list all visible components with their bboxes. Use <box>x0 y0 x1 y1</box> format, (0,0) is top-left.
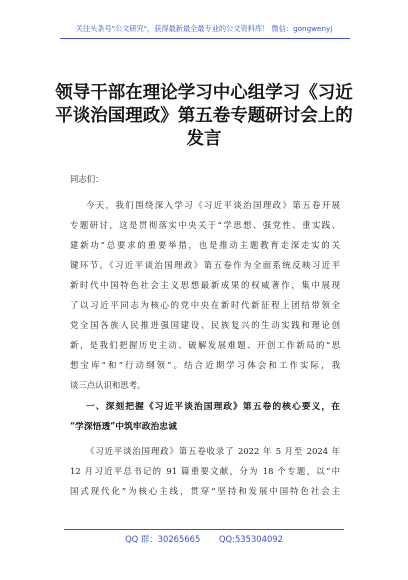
paragraph-line: 新时代中国特色社会主义思想最新成果的权威著作，集中展现 <box>70 280 340 290</box>
heading-line: “学深悟透”中筑牢政治忠诚 <box>70 422 177 432</box>
document-title <box>52 82 356 151</box>
paragraph-line: 《习近平谈治国理政》第五卷收录了 2022 年 5 月至 2024 年 <box>86 446 340 456</box>
title-line: 领导干部在理论学习中心组学习《习近 <box>55 83 353 103</box>
header-banner: 关注头条号"公文研究"，获得最新最全最专业的公文资料库！ 微信：gongwenyj <box>75 24 333 33</box>
heading-line: 一、深刻把握《习近平谈治国理政》第五卷的核心要义，在 <box>86 402 340 412</box>
footer-contact <box>0 533 408 545</box>
paragraph-line: 新，是我们把握历史主动、破解发展难题、开创工作新局的“思 <box>70 340 340 350</box>
paragraph-line: 谈三点认识和思考。 <box>70 380 146 390</box>
paragraph-line: 12 月习近平总书记的 91 篇重要文献，分为 18 个专题，以“中 <box>70 466 340 476</box>
title-line: 发言 <box>186 129 222 149</box>
paragraph-line: 专题研讨，这是贯彻落实中央关于“学思想、强党性、重实践、 <box>70 220 340 230</box>
salutation: 同志们： <box>70 174 104 184</box>
paragraph-line: 想宝库”和“行动纲领”。结合近期学习体会和工作实际，我 <box>70 360 340 370</box>
footer-qq-group: QQ 群：30265665 <box>125 534 201 544</box>
paragraph-line: 党全国各族人民推进强国建设、民族复兴的生动实践和理论创 <box>70 320 340 330</box>
paragraph-line: 了以习近平同志为核心的党中央在新时代新征程上团结带领全 <box>70 300 340 310</box>
title-line: 平谈治国理政》第五卷专题研讨会上的 <box>55 106 353 126</box>
paragraph-line: 建新功”总要求的重要举措，也是推动主题教育走深走实的关 <box>70 240 340 250</box>
paragraph-line: 国式现代化”为核心主线，贯穿“坚持和发展中国特色社会主 <box>70 486 340 496</box>
header-divider <box>60 38 350 39</box>
footer-divider <box>64 529 344 530</box>
paragraph-line: 今天，我们围绕深入学习《习近平谈治国理政》第五卷开展 <box>86 200 340 210</box>
paragraph-line: 键环节。《习近平谈治国理政》第五卷作为全面系统反映习近平 <box>70 260 340 270</box>
footer-qq-number: QQ:535304092 <box>218 534 283 544</box>
